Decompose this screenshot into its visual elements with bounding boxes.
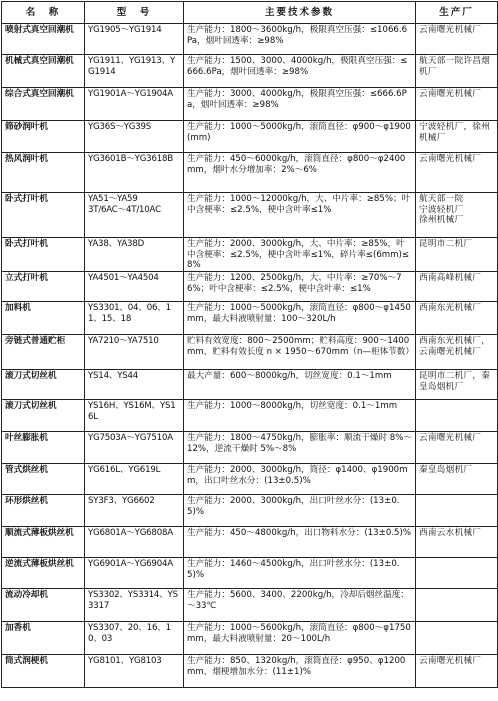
model-cell: YA7210～YA7510 — [85, 335, 184, 370]
params-cell: 生产能力：1200、2500kg/h，大、中片率：≥70%～76%；叶中含梗率：≤2.5%，梗中含叶率：≤1% — [184, 272, 416, 302]
table-row — [2, 193, 498, 238]
params-cell: 最大产量：600～8000kg/h，切丝宽度：0.1～1mm — [184, 370, 416, 400]
equipment-name-cell: 综合式真空回潮机 — [2, 88, 85, 121]
maker-cell: 云南曙光机械厂 — [416, 88, 498, 121]
maker-cell: 云南曙光机械厂 — [416, 655, 498, 688]
equipment-name-cell: 叶丝膨胀机 — [2, 432, 85, 464]
params-cell: 生产能力：850、1320kg/h，滚筒直径：φ950、φ1200mm，烟梗增加水分：(11±1)% — [184, 655, 416, 688]
maker-cell: 昆明市二机厂 — [416, 238, 498, 272]
maker-cell: 西南云水机械厂 — [416, 527, 498, 558]
table-row — [2, 153, 498, 193]
model-cell: YG7503A～YG7510A — [85, 432, 184, 464]
maker-cell: 云南曙光机械厂 — [416, 24, 498, 55]
table-row — [2, 527, 498, 558]
equipment-name-cell: 滚刀式切丝机 — [2, 400, 85, 432]
header-params: 主要技术参数 — [184, 2, 416, 24]
maker-cell: 西南高峰机械厂 — [416, 272, 498, 302]
equipment-name-cell: 机械式真空回潮机 — [2, 55, 85, 88]
model-cell: YS3302、YS3314、YS3317 — [85, 589, 184, 622]
maker-cell: 秦皇岛烟机厂 — [416, 464, 498, 495]
model-cell: YA4501～YA4504 — [85, 272, 184, 302]
maker-cell: 云南曙光机械厂 — [416, 153, 498, 193]
params-cell: 生产能力：3000、4000kg/h，极限真空压强：≤666.6Pa，烟叶回透率：≥98% — [184, 88, 416, 121]
table-row — [2, 655, 498, 688]
table-row — [2, 24, 498, 55]
model-cell: YG8101、YG8103 — [85, 655, 184, 688]
model-cell: YG1911、YG1913、YG1914 — [85, 55, 184, 88]
params-cell: 生产能力：1000～5000kg/h，滚筒直径：φ800～φ1450mm，最大料液喷射量：100～320L/h — [184, 302, 416, 335]
model-cell: YS14、YS44 — [85, 370, 184, 400]
maker-cell — [416, 622, 498, 655]
maker-cell: 昆明市二机厂，秦皇岛烟机厂 — [416, 370, 498, 400]
params-cell: 生产能力：1800～4750kg/h，膨胀率：顺流干燥时 8%～12%，逆流干燥时 5%～8% — [184, 432, 416, 464]
model-cell: YG6801A～YG6808A — [85, 527, 184, 558]
params-cell: 生产能力：1000～8000kg/h，切丝宽度：0.1～1mm — [184, 400, 416, 432]
model-cell: YS3307、20、16、10、03 — [85, 622, 184, 655]
equipment-name-cell: 加料机 — [2, 302, 85, 335]
params-cell: 生产能力：1800～3600kg/h，极限真空压强：≤1066.6Pa，烟叶回透率：≥98% — [184, 24, 416, 55]
maker-cell: 西南东光机械厂，云南曙光机械厂 — [416, 335, 498, 370]
model-cell: SY3F3、YG6602 — [85, 495, 184, 527]
maker-cell — [416, 400, 498, 432]
maker-cell — [416, 558, 498, 589]
equipment-name-cell: 流动冷却机 — [2, 589, 85, 622]
model-cell: YS16H、YS16M、YS16L — [85, 400, 184, 432]
table-row — [2, 302, 498, 335]
equipment-name-cell: 筛砂润叶机 — [2, 121, 85, 153]
table-row — [2, 464, 498, 495]
table-row — [2, 558, 498, 589]
table-row — [2, 238, 498, 272]
equipment-name-cell: 卧式打叶机 — [2, 238, 85, 272]
table-row — [2, 622, 498, 655]
params-cell: 生产能力：1000～12000kg/h，大、中片率：≥85%；叶中含梗率：≤2.5%，梗中含叶率≤1% — [184, 193, 416, 238]
maker-cell: 航天部一院 宁波轻机厂 徐州机械厂 — [416, 193, 498, 238]
equipment-spec-table — [1, 1, 498, 688]
equipment-name-cell: 逆流式薄板烘丝机 — [2, 558, 85, 589]
table-row — [2, 432, 498, 464]
model-cell: YG6901A～YG6904A — [85, 558, 184, 589]
params-cell: 贮料有效宽度：800～2500mm；贮料高度：900～1400mm，贮料有效长度 n × 1950～670mm（n—柜体节数） — [184, 335, 416, 370]
header-model: 型 号 — [85, 2, 184, 24]
table-row — [2, 589, 498, 622]
model-cell: YG1901A～YG1904A — [85, 88, 184, 121]
params-cell: 生产能力：5600、3400、2200kg/h，冷却后烟丝温度：～33℃ — [184, 589, 416, 622]
equipment-name-cell: 喷射式真空回潮机 — [2, 24, 85, 55]
equipment-name-cell: 旁链式普通贮柜 — [2, 335, 85, 370]
equipment-name-cell: 卧式打叶机 — [2, 193, 85, 238]
model-cell: YA51～YA59 3T/6AC～4T/10AC — [85, 193, 184, 238]
maker-cell: 云南曙光机械厂 — [416, 432, 498, 464]
equipment-name-cell: 筒式润梗机 — [2, 655, 85, 688]
params-cell: 生产能力：1000～5000kg/h，滚筒直径：φ900～φ1900(mm) — [184, 121, 416, 153]
model-cell: YG616L、YG619L — [85, 464, 184, 495]
maker-cell: 宁波轻机厂，徐州机械厂 — [416, 121, 498, 153]
model-cell: YA38、YA38D — [85, 238, 184, 272]
maker-cell — [416, 495, 498, 527]
equipment-name-cell: 加香机 — [2, 622, 85, 655]
model-cell: YG1905～YG1914 — [85, 24, 184, 55]
header-name: 名 称 — [2, 2, 85, 24]
table-row — [2, 370, 498, 400]
table-row — [2, 335, 498, 370]
model-cell: YG3601B～YG3618B — [85, 153, 184, 193]
equipment-name-cell: 热风润叶机 — [2, 153, 85, 193]
params-cell: 生产能力：450～6000kg/h，滚筒直径：φ800～φ2400mm，烟叶水分增加率：2%～6% — [184, 153, 416, 193]
table-row — [2, 272, 498, 302]
header-row — [2, 2, 498, 24]
table-row — [2, 88, 498, 121]
params-cell: 生产能力：1000～5600kg/h，滚筒直径：φ800～φ1750mm，最大料液喷射量：20～100L/h — [184, 622, 416, 655]
equipment-name-cell: 滚刀式切丝机 — [2, 370, 85, 400]
table-row — [2, 495, 498, 527]
table-row — [2, 55, 498, 88]
params-cell: 生产能力：2000、3000kg/h，筒径：φ1400、φ1900mm，出口叶丝水分：(13±0.5)% — [184, 464, 416, 495]
params-cell: 生产能力：2000、3000kg/h，出口叶丝水分：(13±0.5)% — [184, 495, 416, 527]
params-cell: 生产能力：1500、3000、4000kg/h，极限真空压强：≤666.6Pa，烟叶回透率：≥98% — [184, 55, 416, 88]
model-cell: YS3301、04、06、11、15、18 — [85, 302, 184, 335]
equipment-name-cell: 管式烘丝机 — [2, 464, 85, 495]
equipment-name-cell: 环形烘丝机 — [2, 495, 85, 527]
header-maker: 生产厂 — [416, 2, 498, 24]
model-cell: YG36S～YG39S — [85, 121, 184, 153]
maker-cell: 航天部一院许昌烟机厂 — [416, 55, 498, 88]
table-row — [2, 400, 498, 432]
equipment-name-cell: 顺流式薄板烘丝机 — [2, 527, 85, 558]
params-cell: 生产能力：2000、3000kg/h，大、中片率：≥85%，叶中含梗率：≤2.5%，梗中含叶率≤1%，碎片率≤(6mm)≤8% — [184, 238, 416, 272]
maker-cell: 西南东光机械厂 — [416, 302, 498, 335]
params-cell: 生产能力：450～4800kg/h，出口物料水分：(13±0.5)% — [184, 527, 416, 558]
equipment-name-cell: 立式打叶机 — [2, 272, 85, 302]
maker-cell — [416, 589, 498, 622]
params-cell: 生产能力：1460～4500kg/h，出口叶丝水分：(13±0.5)% — [184, 558, 416, 589]
table-row — [2, 121, 498, 153]
